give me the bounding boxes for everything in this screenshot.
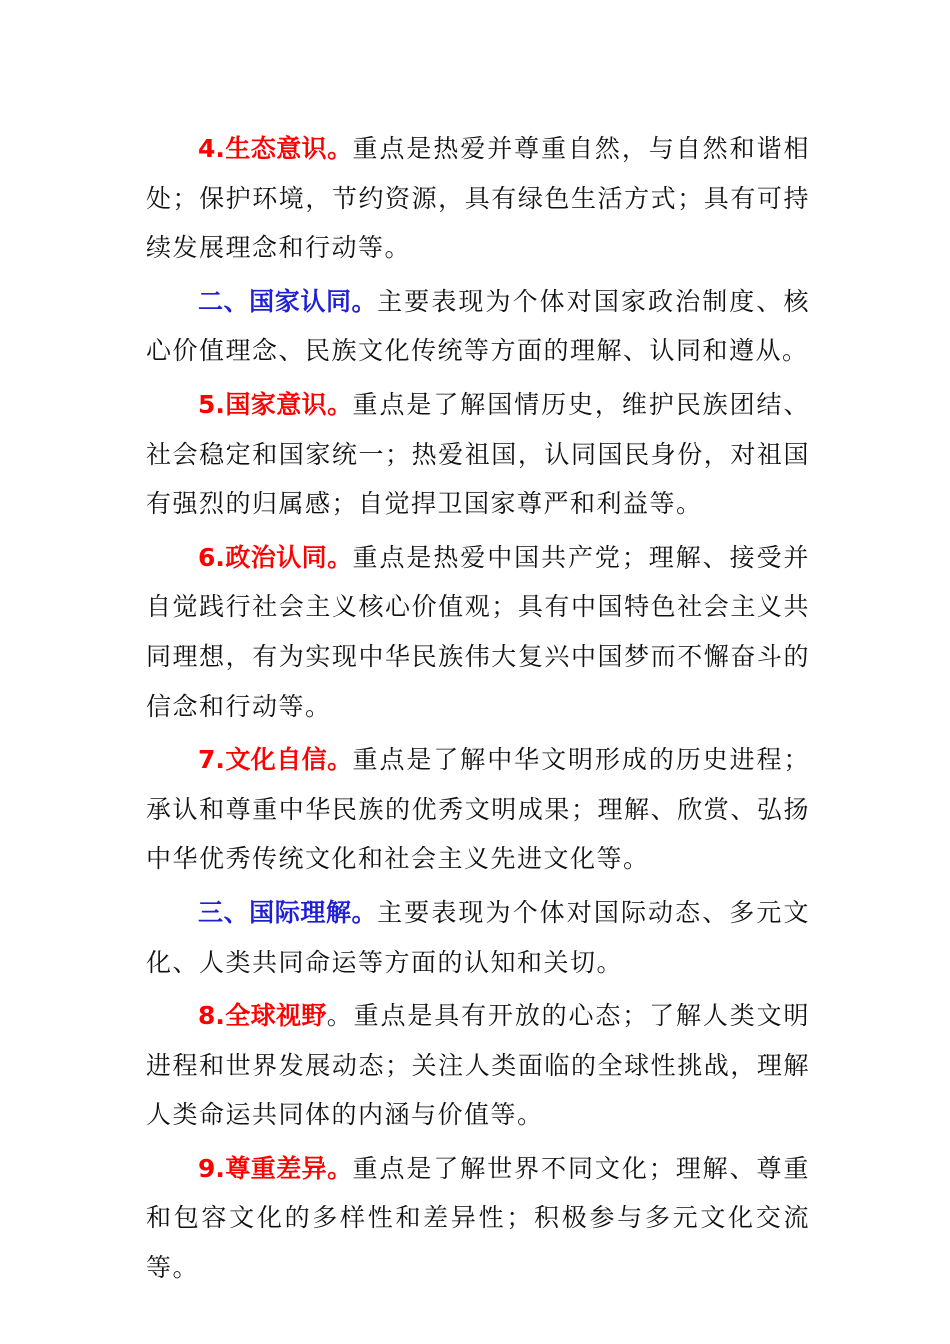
subheading-global-vision: 8.全球视野	[198, 1001, 327, 1031]
paragraph-body: 重点是了解世界不同文化；理解、尊重和包容文化的多样性和差异性；积极参与多元文化交流等。	[146, 1153, 810, 1283]
paragraph-body: 重点是了解中华文明形成的历史进程；承认和尊重中华民族的优秀文明成果；理解、欣赏、弘扬中华优秀传统文化和社会主义先进文化等。	[146, 745, 810, 874]
subheading-national-consciousness: 5.国家意识。	[198, 389, 353, 419]
paragraph-political-identity	[146, 533, 810, 731]
paragraph-body: 重点是热爱中国共产党；理解、接受并自觉践行社会主义核心价值观；具有中国特色社会主义共同理想，有为实现中华民族伟大复兴中国梦而不懈奋斗的信念和行动等。	[146, 542, 810, 721]
paragraph-international-understanding	[146, 888, 810, 987]
paragraph-body: 。重点是具有开放的心态；了解人类文明进程和世界发展动态；关注人类面临的全球性挑战，理解人类命运共同体的内涵与价值等。	[146, 1001, 810, 1130]
subheading-respect-differences: 9.尊重差异。	[198, 1153, 353, 1183]
paragraph-respect-differences	[146, 1144, 810, 1293]
paragraph-cultural-confidence	[146, 735, 810, 884]
paragraph-body: 重点是热爱并尊重自然，与自然和谐相处；保护环境，节约资源，具有绿色生活方式；具有可持续发展理念和行动等。	[146, 134, 810, 263]
paragraph-ecological-awareness	[146, 124, 810, 273]
subheading-cultural-confidence: 7.文化自信。	[198, 745, 353, 775]
document-page	[146, 124, 810, 1297]
subheading-political-identity: 6.政治认同。	[198, 542, 353, 572]
paragraph-global-vision	[146, 991, 810, 1140]
subheading-ecological-awareness: 4.生态意识。	[198, 134, 353, 163]
heading-international-understanding: 三、国际理解。	[198, 897, 378, 927]
paragraph-body: 主要表现为个体对国家政治制度、核心价值理念、民族文化传统等方面的理解、认同和遵从。	[146, 286, 810, 366]
paragraph-national-identity	[146, 277, 810, 376]
paragraph-national-consciousness	[146, 380, 810, 529]
heading-national-identity: 二、国家认同。	[198, 286, 378, 316]
paragraph-body: 主要表现为个体对国际动态、多元文化、人类共同命运等方面的认知和关切。	[146, 897, 810, 977]
paragraph-body: 重点是了解国情历史，维护民族团结、社会稳定和国家统一；热爱祖国，认同国民身份，对祖国有强烈的归属感；自觉捍卫国家尊严和利益等。	[146, 389, 810, 519]
